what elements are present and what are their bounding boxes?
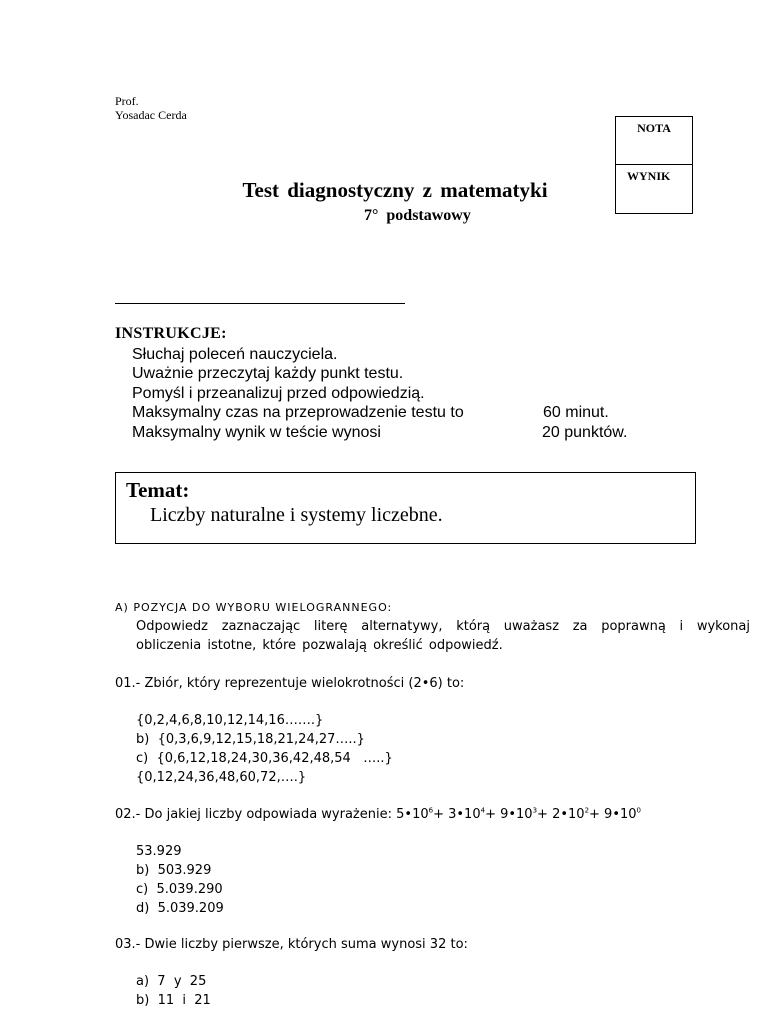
instruction-text: Słuchaj poleceń nauczyciela. <box>132 346 338 363</box>
option-c: c) 5.039.290 <box>136 882 223 897</box>
option-b: b) 503.929 <box>136 863 212 878</box>
topic-text: Liczby naturalne i systemy liczebne. <box>150 504 443 526</box>
option-c: c) {0,6,12,18,24,30,36,42,48,54 …..} <box>136 751 393 766</box>
section-title: A) POZYCJA DO WYBORU WIELOGRANNEGO: <box>115 601 393 614</box>
expression-term: + $3•10^4$ <box>433 806 486 822</box>
page-title: Test diagnostyczny z matematyki <box>242 178 548 202</box>
question-3-options <box>136 972 211 1010</box>
nota-label: NOTA <box>616 117 692 165</box>
expression-term: $5•10^6$ <box>396 806 434 822</box>
option-d: d) 5.039.209 <box>136 901 224 916</box>
option-a: 53.929 <box>136 844 182 859</box>
option-a: a) 7 y 25 <box>136 974 207 989</box>
author-prefix: Prof. <box>115 94 139 108</box>
instruction-item <box>115 364 675 383</box>
question-2-options <box>136 842 224 918</box>
topic-box <box>115 472 696 544</box>
topic-item <box>150 504 443 527</box>
instruction-text: Pomyśl i przeanalizuj przed odpowiedzią. <box>132 385 425 402</box>
question-2 <box>115 805 641 824</box>
instruction-value: 20 punktów. <box>542 424 628 441</box>
author-block <box>115 94 187 122</box>
instruction-item <box>115 384 675 403</box>
question-2-text: 02.- Do jakiej liczby odpowiada wyrażenie: <box>115 807 397 822</box>
instruction-text: Uważnie przeczytaj każdy punkt testu. <box>132 365 404 382</box>
section-description: Odpowiedz zaznaczając literę alternatywy, którą uważasz za poprawną i wykonaj obliczenia istotne, które pozwalają określić odpowiedź. <box>136 619 750 653</box>
name-underline <box>115 303 405 304</box>
page-subtitle: 7° podstawowy <box>364 207 471 224</box>
author-name: Yosadac Cerda <box>115 108 187 122</box>
wynik-label: WYNIK <box>627 169 671 183</box>
option-d: {0,12,24,36,48,60,72,….} <box>136 770 307 785</box>
question-1: 01.- Zbiór, który reprezentuje wielokrotności (2•6) to: <box>115 676 465 691</box>
option-b: b) {0,3,6,9,12,15,18,21,24,27…..} <box>136 732 365 747</box>
instruction-value: 60 minut. <box>543 404 609 421</box>
expression-term: + $9•10^3$ <box>485 806 538 822</box>
instruction-text: Maksymalny wynik w teście wynosi <box>132 424 381 441</box>
expression-term: + $9•10^0$ <box>589 806 642 822</box>
instruction-item <box>115 423 675 442</box>
instructions-title: INSTRUKCJE: <box>115 325 227 342</box>
instruction-text: Maksymalny czas na przeprowadzenie testu to <box>132 404 464 421</box>
question-1-options <box>136 711 393 787</box>
expression-term: + $2•10^2$ <box>537 806 590 822</box>
instruction-item <box>115 403 675 422</box>
option-b: b) 11 i 21 <box>136 993 211 1008</box>
instruction-item <box>115 345 675 364</box>
topic-title: Temat: <box>126 478 190 502</box>
question-3: 03.- Dwie liczby pierwsze, których suma wynosi 32 to: <box>115 937 468 952</box>
option-a: {0,2,4,6,8,10,12,14,16…….} <box>136 713 324 728</box>
